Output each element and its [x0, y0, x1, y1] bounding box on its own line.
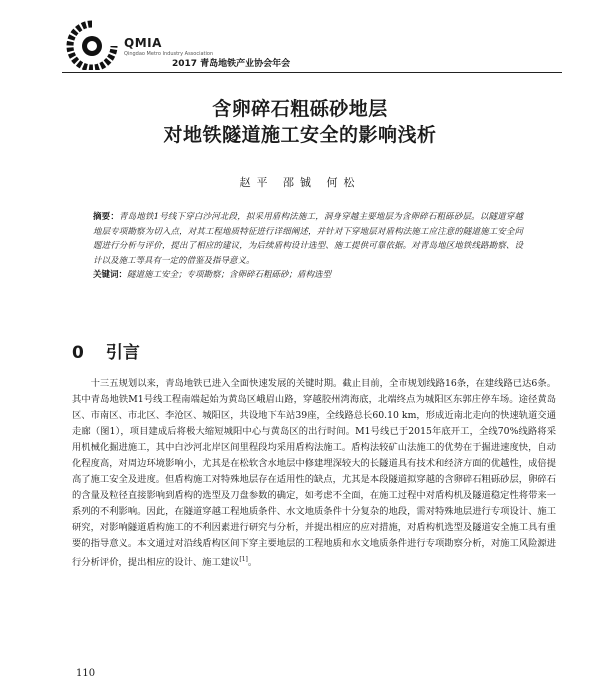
paper-title-line2: 对地铁隧道施工安全的影响浅析 [163, 124, 437, 146]
citation: [1] [239, 556, 248, 563]
page-number: 110 [76, 668, 96, 679]
paragraph-text: 十三五规划以来，青岛地铁已进入全面快速发展的关键时期。截止目前，全市规划线路16条，在建线路已达6条。其中青岛地铁M1号线工程南端起始为黄岛区峨眉山路，穿越胶州湾海底，北端终点为城阳区东郭庄停车场。途径黄岛区、市南区、市北区、李沧区、城阳区，共设地下车站39座，全线路总长60.10 km，形成近南北走向的快速轨道交通走廊（图1），项目建成后将极大缩短城阳中心与黄岛区的出行时间。M1号线已于2015年底开工，全线70%线路将采用机械化掘进施工，其中白沙河北岸区间里程段均采用盾构法施工。盾构法较矿山法施工的优势在于掘进速度快，自动化程度高，对周边环境影响小，尤其是在松软含水地层中修建埋深较大的长隧道具有技术和经济方面的优越性，成倍提高了施工安全及进度。但盾构施工对特殊地层存在适用性的缺点，尤其是本段隧道拟穿越的含卵碎石粗砾砂层，卵碎石的含量及粒径直接影响到盾构的选型及刀盘参数的确定，如考虑不全面，在施工过程中对盾构机及隧道稳定性将带来一系列的不利影响。因此，在隧道穿越工程地质条件、水文地质条件十分复杂的地段，需对特殊地层进行专项设计、施工研究，对影响隧道盾构施工的不利因素进行研究与分析，并提出相应的应对措施，对盾构机选型及隧道安全施工具有重要的指导意义。本文通过对沿线盾构区间下穿主要地层的工程地质和水文地质条件进行专项勘察分析，对施工风险源进行分析评价，提出相应的设计、施工建议 [72, 378, 556, 569]
logo-subtext: Qingdao Metro Industry Association [124, 51, 214, 57]
qmia-logo-icon [62, 20, 122, 70]
body-text [72, 376, 556, 571]
keywords-label: 关键词： [93, 270, 128, 280]
abstract-text: 青岛地铁1号线下穿白沙河北段，拟采用盾构法施工，洞身穿越主要地层为含卵碎石粗砾砂层。以隧道穿越地层专项勘察为切入点，对其工程地质特征进行详细阐述，并针对下穿地层对盾构法施工应注意的隧道施工安全问题进行分析与评价，提出了相应的建议，为后续盾构设计选型、施工提供可靠依据。对青岛地区地铁线路勘察、设计以及施工等具有一定的借鉴及指导意义。 [93, 212, 523, 266]
intro-paragraph [72, 376, 556, 571]
keywords-text: 隧道施工安全；专项勘察；含卵碎石粗砾砂；盾构选型 [127, 270, 332, 280]
journal-header [62, 18, 562, 76]
paragraph-end: 。 [247, 557, 258, 569]
paper-authors: 赵平 邵铖 何松 [239, 176, 361, 189]
section-title: 引言 [105, 343, 140, 363]
keywords [93, 268, 523, 283]
paper-title-line1: 含卵碎石粗砾砂地层 [212, 98, 388, 120]
abstract-block [93, 210, 523, 283]
running-title: 2017 青岛地铁产业协会年会 [172, 59, 291, 69]
section-number: 0 [72, 343, 84, 363]
abstract [93, 210, 523, 268]
section-heading [72, 338, 140, 363]
logo-text: QMIA [124, 36, 162, 50]
header-divider [62, 72, 562, 73]
abstract-label: 摘要： [93, 212, 119, 222]
